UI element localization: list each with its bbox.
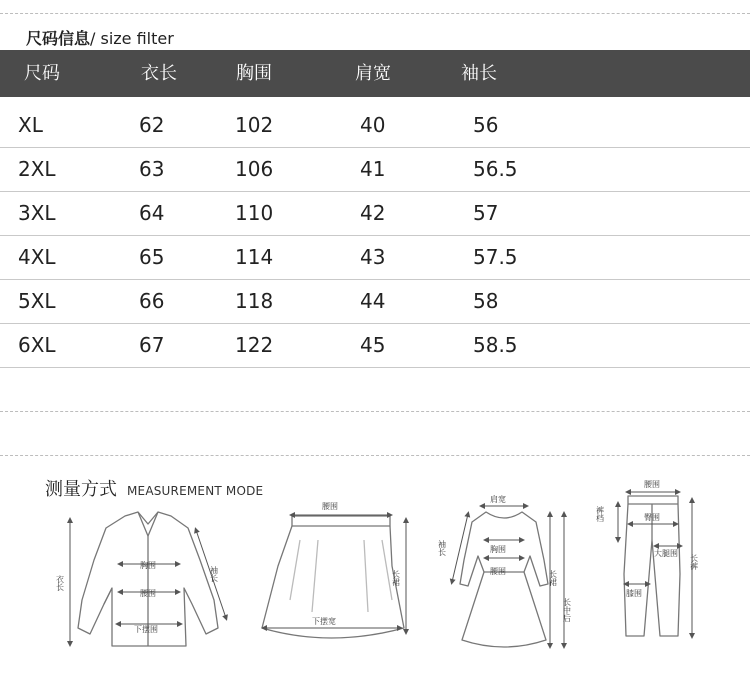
skirt-hem-label: 下摆宽 [312, 617, 336, 626]
dress-center-back-label: 长中后 [562, 598, 572, 622]
cell-length: 63 [139, 157, 165, 181]
pants-rise-label: 裤档 [595, 506, 605, 522]
dress-sleeve-label: 袖长 [437, 540, 447, 556]
skirt-length-label: 长裙 [391, 570, 401, 586]
cell-shoulder: 41 [360, 157, 386, 181]
cell-chest: 102 [235, 113, 274, 137]
dress-shoulder-label: 肩宽 [490, 495, 506, 504]
header-size: 尺码 [24, 63, 60, 84]
dress-chest-label: 胸围 [490, 545, 506, 554]
cell-size: 3XL [18, 201, 56, 225]
skirt-measure-lines [264, 515, 406, 632]
cell-size: 5XL [18, 289, 56, 313]
cell-sleeve: 58 [473, 289, 499, 313]
cell-shoulder: 45 [360, 333, 386, 357]
shirt-hem-label: 下摆围 [134, 625, 158, 634]
cell-size: 4XL [18, 245, 56, 269]
pants-knee-label: 膝围 [626, 589, 642, 598]
cell-sleeve: 56.5 [473, 157, 518, 181]
cell-sleeve: 57 [473, 201, 499, 225]
cell-chest: 118 [235, 289, 274, 313]
cell-length: 62 [139, 113, 165, 137]
cell-length: 65 [139, 245, 165, 269]
dress-waist-label: 腰围 [490, 567, 506, 576]
pants-length-label: 长裤 [689, 554, 699, 570]
dress-illustration [460, 512, 548, 647]
cell-size: 6XL [18, 333, 56, 357]
cell-shoulder: 44 [360, 289, 386, 313]
cell-sleeve: 57.5 [473, 245, 518, 269]
cell-chest: 114 [235, 245, 274, 269]
cell-length: 66 [139, 289, 165, 313]
measurement-title-en: MEASUREMENT MODE [127, 484, 264, 498]
cell-sleeve: 58.5 [473, 333, 518, 357]
header-length: 衣长 [141, 63, 177, 84]
cell-sleeve: 56 [473, 113, 499, 137]
header-chest: 胸围 [236, 63, 272, 84]
cell-chest: 122 [235, 333, 274, 357]
pants-waist-label: 腰围 [644, 480, 660, 489]
cell-chest: 106 [235, 157, 274, 181]
cell-shoulder: 43 [360, 245, 386, 269]
cell-length: 67 [139, 333, 165, 357]
title-en: / size filter [90, 29, 174, 48]
measurement-title-zh: 测量方式 [45, 479, 117, 500]
skirt-waist-label: 腰围 [322, 502, 338, 511]
cell-size: XL [18, 113, 43, 137]
pants-hip-label: 臀围 [644, 513, 660, 522]
shirt-length-label: 衣长 [55, 575, 65, 591]
cell-shoulder: 42 [360, 201, 386, 225]
cell-length: 64 [139, 201, 165, 225]
cell-size: 2XL [18, 157, 56, 181]
dress-length-label: 长裙 [548, 570, 558, 586]
shirt-waist-label: 腰围 [140, 589, 156, 598]
header-shoulder: 肩宽 [355, 63, 391, 84]
pants-thigh-label: 大腿围 [654, 549, 678, 558]
header-sleeve: 袖长 [461, 63, 497, 84]
cell-chest: 110 [235, 201, 274, 225]
shirt-chest-label: 胸围 [140, 561, 156, 570]
title-zh: 尺码信息 [26, 29, 91, 48]
cell-shoulder: 40 [360, 113, 386, 137]
shirt-sleeve-label: 袖长 [209, 566, 219, 582]
